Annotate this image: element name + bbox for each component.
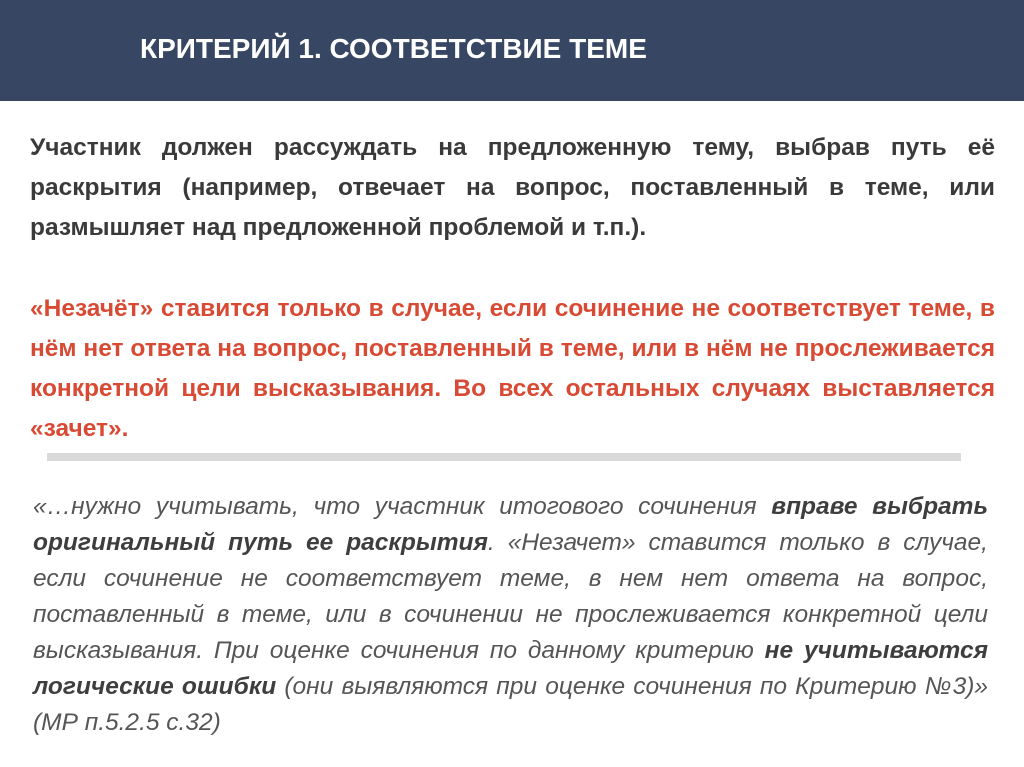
slide-title: КРИТЕРИЙ 1. СООТВЕТСТВИЕ ТЕМЕ <box>140 33 647 64</box>
quote-text-part3: (они выявляются при оценке сочинения по Критерию №3)» (МР п.5.2.5 с.32) <box>33 673 989 736</box>
quote-emphasis-logical-errors: не учитываются логические ошибки <box>33 637 989 700</box>
quote-text-part2: . «Незачет» ставится только в случае, если сочинение не соответствует теме, в нем нет ответа на вопрос, поставленный в теме, или в сочинении не прослеживается конкретной цели высказывания. При оценке сочинения по данному критерию <box>33 529 988 664</box>
quote-emphasis-original-path: вправе выбрать оригинальный путь ее раскрытия <box>33 493 988 556</box>
fail-condition-note: «Незачёт» ставится только в случае, если сочинение не соответствует теме, в нём нет ответа на вопрос, поставленный в теме, или в нём не прослеживается конкретной цели высказывания. Во всех остальных случаях выставляется «зачет». <box>30 295 995 442</box>
title-bar <box>0 0 1024 101</box>
quote-text-part1: «…нужно учитывать, что участник итогового сочинения <box>33 493 772 520</box>
methodology-quote <box>33 489 988 741</box>
criterion-description: Участник должен рассуждать на предложенную тему, выбрав путь её раскрытия (например, отвечает на вопрос, поставленный в теме, или размышляет над предложенной проблемой и т.п.). <box>30 134 995 241</box>
section-divider <box>47 453 961 461</box>
